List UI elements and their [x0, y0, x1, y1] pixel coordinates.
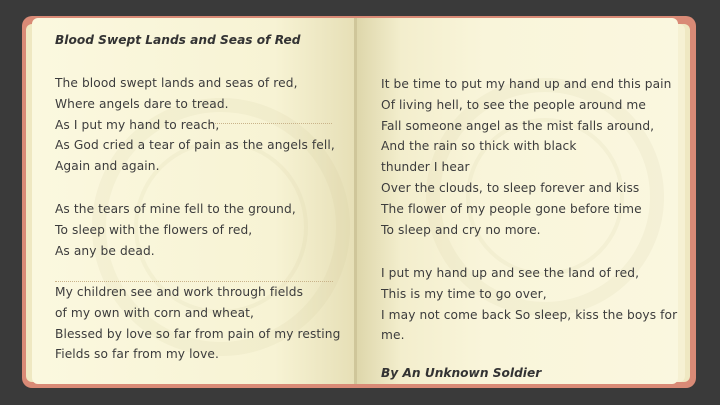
poem-line: Where angels dare to tread.	[55, 96, 229, 111]
poem-line: As any be dead.	[55, 243, 155, 258]
stanza-left-2	[55, 199, 296, 261]
stanza-left-3	[55, 282, 340, 365]
poem-line: Blessed by love so far from pain of my resting	[55, 326, 341, 341]
poem-byline: By An Unknown Soldier	[381, 366, 542, 380]
poem-line: Fields so far from my love.	[55, 347, 219, 362]
poem-line: And the rain so thick with black	[381, 139, 577, 154]
poem-line: Of living hell, to see the people around me	[381, 97, 646, 112]
stanza-right-2	[381, 263, 677, 346]
poem-line: The blood swept lands and seas of red,	[55, 76, 298, 90]
poem-line: To sleep and cry no more.	[381, 222, 541, 237]
poem-line: As the tears of mine fell to the ground,	[55, 202, 296, 216]
stanza-right-1	[381, 74, 671, 240]
poem-line: I may not come back So sleep, kiss the boys for	[381, 307, 678, 322]
poem-line: It be time to put my hand up and end this pain	[381, 77, 672, 91]
stanza-left-1	[55, 73, 335, 177]
poem-line: I put my hand up and see the land of red,	[381, 266, 640, 280]
poem-line: Again and again.	[55, 159, 160, 174]
poem-line: As God cried a tear of pain as the angels fell,	[55, 138, 335, 153]
poem-line: Over the clouds, to sleep forever and kiss	[381, 180, 640, 195]
poem-line: To sleep with the flowers of red,	[55, 222, 253, 237]
poem-line: me.	[381, 328, 405, 343]
poem-line: This is my time to go over,	[381, 286, 547, 301]
poem-line: thunder I hear	[381, 160, 470, 175]
poem-line: Fall someone angel as the mist falls around,	[381, 118, 655, 133]
poem-line: The flower of my people gone before time	[381, 201, 642, 216]
poem-line: As I put my hand to reach,	[55, 117, 220, 132]
book-spine	[354, 18, 357, 384]
poem-line: My children see and work through fields	[55, 285, 304, 299]
poem-title: Blood Swept Lands and Seas of Red	[55, 33, 301, 47]
poem-line: of my own with corn and wheat,	[55, 305, 254, 320]
